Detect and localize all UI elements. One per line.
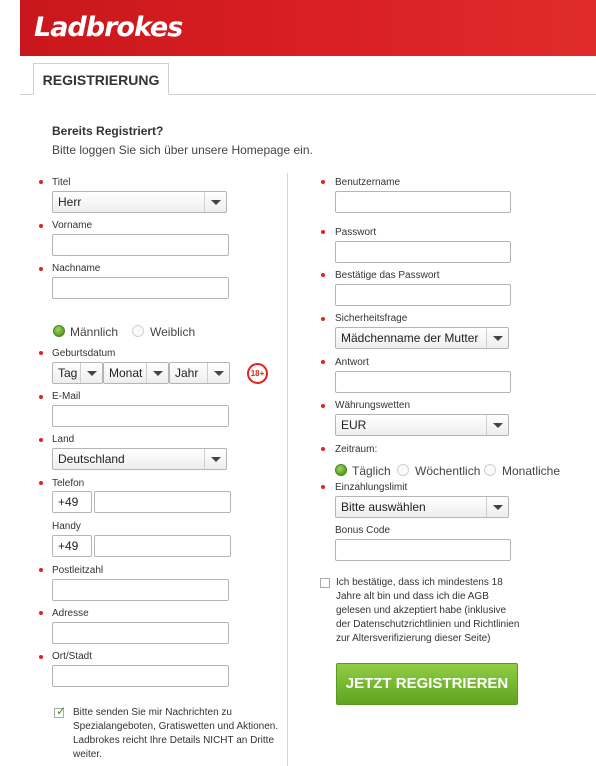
required-dot: [321, 317, 325, 321]
required-dot: [321, 485, 325, 489]
newsletter-line: Spezialangeboten, Gratiswetten und Aktionen.: [73, 721, 279, 732]
newsletter-line: Ladbrokes reicht Ihre Details NICHT an Dritte: [73, 735, 275, 746]
firstname-label: Vorname: [52, 220, 93, 231]
address-input[interactable]: [52, 622, 229, 644]
country-select[interactable]: [52, 448, 227, 470]
period-weekly-radio[interactable]: [397, 464, 409, 476]
age-18-plus-icon: 18+: [247, 363, 268, 384]
security-question-label: Sicherheitsfrage: [335, 313, 408, 324]
required-dot: [39, 611, 43, 615]
chevron-down-icon: [486, 415, 508, 435]
ladbrokes-logo[interactable]: Ladbrokes: [34, 12, 183, 43]
mobile-input[interactable]: [94, 535, 231, 557]
chevron-down-icon: [207, 363, 229, 383]
mobile-prefix-input[interactable]: +49: [52, 535, 92, 557]
chevron-down-icon: [204, 192, 226, 212]
required-dot: [39, 351, 43, 355]
terms-text: [336, 576, 576, 646]
terms-line: Ich bestätige, dass ich mindestens 18: [336, 577, 503, 588]
terms-line: Jahre alt bin und dass ich die AGB: [336, 591, 489, 602]
required-dot: [39, 224, 43, 228]
gender-male-label[interactable]: Männlich: [70, 325, 119, 339]
lastname-input[interactable]: [52, 277, 229, 299]
terms-line: gelesen und akzeptiert habe (inklusive: [336, 605, 507, 616]
required-dot: [39, 395, 43, 399]
required-dot: [39, 267, 43, 271]
username-input[interactable]: [335, 191, 511, 213]
required-dot: [39, 438, 43, 442]
birth-month-select[interactable]: [103, 362, 169, 384]
title-select-value: Herr: [58, 195, 82, 209]
terms-line: zur Altersverifizierung dieser Seite): [336, 633, 491, 644]
gender-male-radio[interactable]: [53, 325, 65, 337]
city-label: Ort/Stadt: [52, 651, 93, 662]
chevron-down-icon: [146, 363, 168, 383]
column-divider: [287, 173, 288, 766]
intro-title: Bereits Registriert?: [52, 124, 164, 138]
chevron-down-icon: [204, 449, 226, 469]
birth-year-value: Jahr: [175, 366, 199, 380]
period-weekly-label[interactable]: Wöchentlich: [415, 464, 481, 478]
email-label: E-Mail: [52, 391, 81, 402]
currency-value: EUR: [341, 418, 367, 432]
security-question-value: Mädchenname der Mutter: [341, 331, 479, 345]
period-daily-radio[interactable]: [335, 464, 347, 476]
period-monthly-radio[interactable]: [484, 464, 496, 476]
register-submit-button[interactable]: JETZT REGISTRIEREN: [336, 663, 518, 705]
newsletter-line: Bitte senden Sie mir Nachrichten zu: [73, 707, 232, 718]
required-dot: [321, 404, 325, 408]
birth-month-value: Monat: [109, 366, 143, 380]
terms-checkbox[interactable]: [320, 578, 330, 588]
required-dot: [321, 230, 325, 234]
mobile-label: Handy: [52, 521, 81, 532]
city-input[interactable]: [52, 665, 229, 687]
lastname-label: Nachname: [52, 263, 101, 274]
title-label: Titel: [52, 177, 71, 188]
newsletter-text: [73, 706, 283, 762]
birth-day-value: Tag: [58, 366, 78, 380]
country-select-value: Deutschland: [58, 452, 125, 466]
address-label: Adresse: [52, 608, 89, 619]
bonus-code-label: Bonus Code: [335, 525, 391, 536]
required-dot: [39, 481, 43, 485]
zip-label: Postleitzahl: [52, 565, 104, 576]
chevron-down-icon: [486, 328, 508, 348]
required-dot: [39, 655, 43, 659]
phone-input[interactable]: [94, 491, 231, 513]
deposit-limit-select[interactable]: [335, 496, 509, 518]
terms-line: der Datenschutzrichtlinien und Richtlinien: [336, 619, 520, 630]
newsletter-line: weiter.: [73, 749, 102, 760]
password-confirm-input[interactable]: [335, 284, 511, 306]
password-input[interactable]: [335, 241, 511, 263]
gender-female-radio[interactable]: [132, 325, 144, 337]
checkmark-icon: ✓: [56, 704, 67, 718]
password-label: Passwort: [335, 227, 377, 238]
title-select[interactable]: [52, 191, 227, 213]
chevron-down-icon: [486, 497, 508, 517]
required-dot: [321, 447, 325, 451]
answer-input[interactable]: [335, 371, 511, 393]
country-label: Land: [52, 434, 75, 445]
required-dot: [39, 180, 43, 184]
firstname-input[interactable]: [52, 234, 229, 256]
period-daily-label[interactable]: Täglich: [352, 464, 391, 478]
required-dot: [321, 273, 325, 277]
required-dot: [321, 360, 325, 364]
required-dot: [321, 180, 325, 184]
birthdate-label: Geburtsdatum: [52, 348, 116, 359]
birth-year-select[interactable]: [169, 362, 230, 384]
username-label: Benutzername: [335, 177, 401, 188]
currency-select[interactable]: [335, 414, 509, 436]
gender-female-label[interactable]: Weiblich: [150, 325, 196, 339]
phone-label: Telefon: [52, 478, 85, 489]
bonus-code-input[interactable]: [335, 539, 511, 561]
email-input[interactable]: [52, 405, 229, 427]
phone-prefix-input[interactable]: +49: [52, 491, 92, 513]
answer-label: Antwort: [335, 357, 369, 368]
security-question-select[interactable]: [335, 327, 509, 349]
zip-input[interactable]: [52, 579, 229, 601]
deposit-limit-label: Einzahlungslimit: [335, 482, 408, 493]
intro-text: Bitte loggen Sie sich über unsere Homepage ein.: [52, 143, 313, 157]
newsletter-checkbox[interactable]: [54, 704, 67, 718]
chevron-down-icon: [80, 363, 102, 383]
deposit-limit-value: Bitte auswählen: [341, 500, 426, 514]
currency-label: Währungswetten: [335, 400, 411, 411]
birth-day-select[interactable]: [52, 362, 103, 384]
password-confirm-label: Bestätige das Passwort: [335, 270, 440, 281]
period-monthly-label[interactable]: Monatliche: [502, 464, 561, 478]
required-dot: [39, 568, 43, 572]
tab-registrierung[interactable]: REGISTRIERUNG: [33, 63, 169, 95]
header-banner: [20, 0, 596, 56]
period-label: Zeitraum:: [335, 444, 378, 455]
